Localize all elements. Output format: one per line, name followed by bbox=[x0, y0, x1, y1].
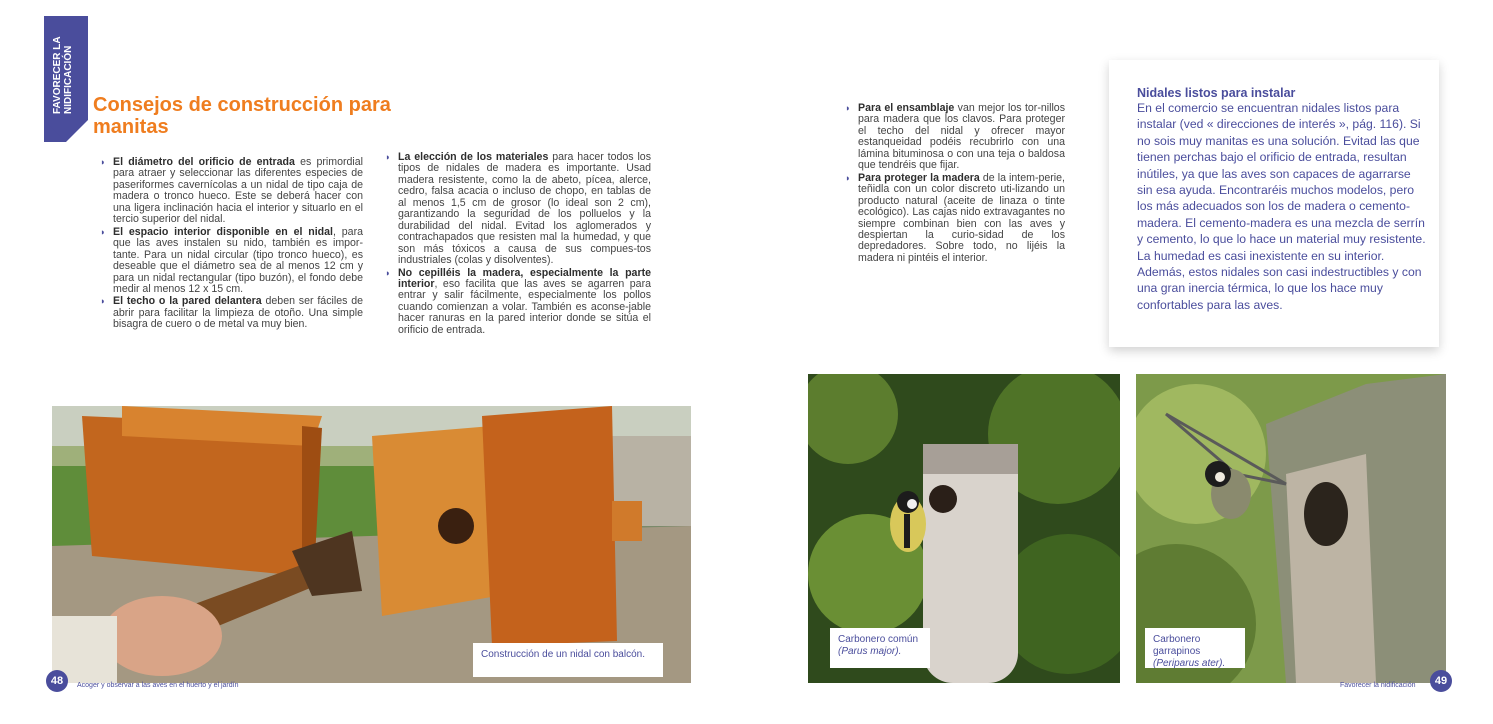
caption-scientific-name: (Periparus ater). bbox=[1153, 658, 1226, 669]
photo-caption: Construcción de un nidal con balcón. bbox=[473, 643, 663, 677]
column-1 bbox=[100, 157, 363, 332]
caption-common-name: Carbonero común bbox=[838, 634, 919, 645]
info-box-text: En el comercio se encuentran nidales listos para instalar (ved « direcciones de interés », pág. 116). Si no sois muy manitas es una solución. Evitad las que tienen perchas bajo el orificio de entrada, resultan inútiles, ya que las aves son capaces de agarrarse sin esa ayuda. Encontraréis muchos modelos, pero los más adecuados son los de madera o cemento-madera. El cemento-madera es una mezcla de serrín y cemento, lo que lo hace un material muy resistente. La humedad es casi inexistente en su interior. Además, estos nidales son casi indestructibles y con una gran inercia térmica, lo que los hace muy confortables para las aves. bbox=[1137, 101, 1426, 312]
info-box-title: Nidales listos para instalar bbox=[1137, 86, 1296, 100]
list-item: ◗ La elección de los materiales para hacer todos los tipos de nidales de madera es importante. Usad madera resistente, como la de abeto, pícea, alerce, cedro, falsa acacia o incluso de chopo, en tablas de al menos 1,5 cm de grosor (lo ideal son 2 cm), garantizando la seguridad de los polluelos y la durabilidad del nidal. Evitad los aglomerados y contrachapados que resisten mal la humedad, y que son más tóxicos a causa de sus compues-tos industriales (colas y disolventes). bbox=[385, 152, 651, 267]
caption-scientific-name: (Parus major). bbox=[838, 646, 902, 657]
list-item: ◗ El diámetro del orificio de entrada es primordial para atraer y seleccionar las diferentes especies de paseriformes cavernícolas a un nidal de tipo caja de madera o tronco hueco. Este se deberá hacer con una ligera inclinación hacia el interior y situarlo en el tercio superior del nidal. bbox=[100, 157, 363, 226]
page-number-right: 49 bbox=[1430, 670, 1452, 692]
column-3 bbox=[845, 103, 1065, 265]
page-title: Consejos de construcción para manitas bbox=[93, 94, 391, 138]
caption-common-name: Carbonero garrapinos bbox=[1153, 634, 1201, 657]
column-2 bbox=[385, 152, 651, 337]
section-tab-fold bbox=[44, 120, 88, 142]
section-tab-label: FAVORECER LA NIDIFICACIÓN bbox=[52, 36, 74, 114]
page-number-left: 48 bbox=[46, 670, 68, 692]
nest-box-photo bbox=[52, 406, 691, 683]
list-item: ◗ No cepilléis la madera, especialmente la parte interior, eso facilita que las aves se agarren para entrar y salir fácilmente, especialmente los pollos cuando comienzan a volar. También es aconse-jable hacer ranuras en la pared interior donde se sitúa el orificio de entrada. bbox=[385, 268, 651, 337]
footer-left-text: Acoger y observar a las aves en el huerto y el jardín bbox=[77, 682, 239, 689]
nest-box-illustration bbox=[52, 406, 691, 683]
photo-caption bbox=[1145, 628, 1245, 668]
list-item: ◗ Para el ensamblaje van mejor los tor-nillos para madera que los clavos. Para proteger el techo del nidal y ofrecer mayor estanqueidad podéis recubrirlo con una lámina bituminosa o con una teja o baldosa que tendréis que fijar. bbox=[845, 103, 1065, 172]
list-item: ◗ El techo o la pared delantera deben ser fáciles de abrir para facilitar la limpieza de otoño. Una simple bisagra de cuero o de metal va muy bien. bbox=[100, 296, 363, 330]
list-item: ◗ El espacio interior disponible en el nidal, para que las aves instalen su nido, también es impor-tante. Para un nidal circular (tipo tronco hueco), es deseable que el diámetro sea de al menos 12 cm y para un nidal rectangular (tipo buzón), el fondo debe medir al menos 12 x 15 cm. bbox=[100, 227, 363, 296]
photo-caption bbox=[830, 628, 930, 668]
list-item: ◗ Para proteger la madera de la intem-perie, teñidla con un color discreto uti-lizando un producto natural (aceite de linaza o tinte ecológico). Las cajas nido extravagantes no siempre combinan bien con las aves y despiertan la curio-sidad de los depredadores. Sobre todo, no lijéis la madera ni pintéis el interior. bbox=[845, 173, 1065, 265]
footer-right-text: Favorecer la nidificación bbox=[1340, 682, 1416, 689]
